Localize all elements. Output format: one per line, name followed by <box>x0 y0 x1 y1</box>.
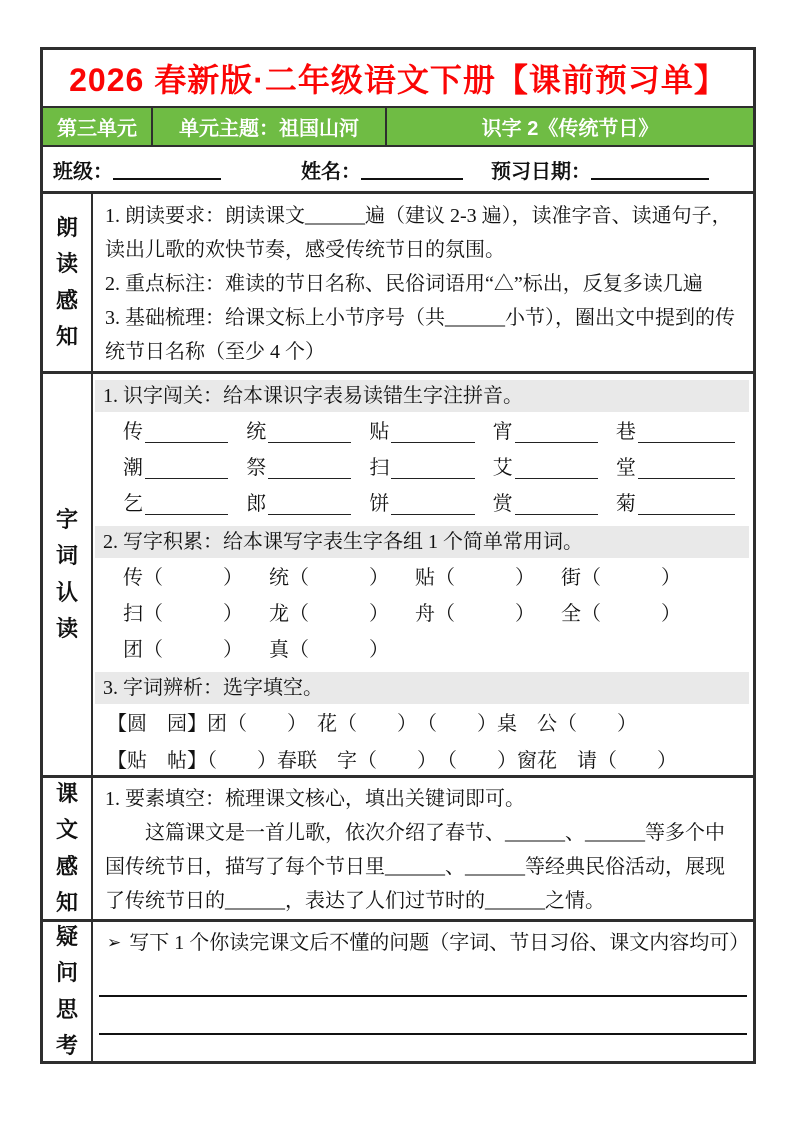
pinyin-row <box>93 486 753 522</box>
pinyin-blank[interactable] <box>391 423 474 443</box>
pinyin-blank[interactable] <box>638 423 735 443</box>
section-content <box>93 778 753 919</box>
pinyin-char: 统 <box>246 421 267 443</box>
pinyin-char: 扫 <box>369 457 390 479</box>
section-content <box>93 922 753 1061</box>
pinyin-char: 艾 <box>492 457 513 479</box>
pinyin-char: 乞 <box>123 493 143 515</box>
info-row <box>43 147 753 191</box>
pinyin-char: 潮 <box>123 457 143 479</box>
question-prompt-row <box>93 922 753 959</box>
pinyin-char: 贴 <box>369 421 390 443</box>
question-prompt: 写下 1 个你读完课文后不懂的问题（字词、节日习俗、课文内容均可） <box>129 932 750 954</box>
section-label: 课文感知 <box>55 780 78 915</box>
word-fill[interactable]: 统（ ） <box>269 567 389 589</box>
page-title: 2026 春新版·二年级语文下册【课前预习单】 <box>69 62 727 98</box>
pinyin-blank[interactable] <box>268 459 351 479</box>
pinyin-char: 传 <box>123 421 143 443</box>
section-content <box>93 194 753 371</box>
unit-bar <box>43 106 753 147</box>
word-fill[interactable]: 街（ ） <box>561 567 681 589</box>
pinyin-blank[interactable] <box>515 495 598 515</box>
pinyin-char: 菊 <box>615 493 636 515</box>
word-fill[interactable]: 龙（ ） <box>269 603 389 625</box>
arrow-bullet-icon: ➢ <box>107 933 122 953</box>
pinyin-char: 饼 <box>369 493 390 515</box>
pinyin-blank[interactable] <box>268 423 351 443</box>
pinyin-blank[interactable] <box>391 495 474 515</box>
pinyin-blank[interactable] <box>145 423 228 443</box>
worksheet-table <box>40 47 756 1064</box>
name-label: 姓名： <box>301 160 361 183</box>
section-text-perception <box>43 775 753 919</box>
pinyin-char: 宵 <box>492 421 513 443</box>
unit-theme: 单元主题：祖国山河 <box>153 108 387 145</box>
pinyin-blank[interactable] <box>515 423 598 443</box>
section-label-cell <box>43 194 93 371</box>
pinyin-row <box>93 414 753 450</box>
answer-line[interactable] <box>99 1009 747 1035</box>
section-label: 字词认读 <box>55 506 78 641</box>
choose-word-line[interactable]: 【贴 帖】（ ）春联 字（ ） （ ）窗花 请（ ） <box>107 750 677 772</box>
reading-item-3: 3. 基础梳理：给课文标上小节序号（共______小节），圈出文中提到的传统节日名称（至少 4 个） <box>105 307 735 363</box>
word-fill[interactable]: 真（ ） <box>269 639 389 661</box>
section-label-cell <box>43 374 93 775</box>
kewen-fill-paragraph[interactable]: 这篇课文是一首儿歌，依次介绍了春节、______、______等多个中国传统节日，描写了每个节日里______、______等经典民俗活动，展现了传统节日的______，表达了人们过节时的______之情。 <box>105 822 725 912</box>
section-label: 疑问思考 <box>55 923 78 1058</box>
lesson-title: 识字 2《传统节日》 <box>481 118 659 140</box>
pinyin-blank[interactable] <box>638 459 735 479</box>
section-reading-perception <box>43 191 753 371</box>
name-blank[interactable] <box>361 159 463 180</box>
section-question-thinking <box>43 919 753 1061</box>
word-building-row <box>93 560 753 596</box>
answer-line[interactable] <box>99 971 747 997</box>
subtask-1-title: 1. 识字闯关：给本课识字表易读错生字注拼音。 <box>95 380 749 412</box>
section-label-cell <box>43 922 93 1061</box>
pinyin-blank[interactable] <box>515 459 598 479</box>
kewen-item-title: 1. 要素填空：梳理课文核心，填出关键词即可。 <box>105 788 525 810</box>
pinyin-blank[interactable] <box>391 459 474 479</box>
pinyin-blank[interactable] <box>268 495 351 515</box>
date-blank[interactable] <box>591 159 709 180</box>
pinyin-char: 赏 <box>492 493 513 515</box>
pinyin-char: 郎 <box>246 493 267 515</box>
subtask-3-title: 3. 字词辨析：选字填空。 <box>95 672 749 704</box>
unit-number: 第三单元 <box>43 108 153 145</box>
reading-item-1: 1. 朗读要求：朗读课文______遍（建议 2-3 遍），读准字音、读通句子，读出儿歌的欢快节奏，感受传统节日的氛围。 <box>105 205 732 261</box>
reading-item-2: 2. 重点标注：难读的节日名称、民俗词语用“△”标出，反复多读几遍 <box>105 273 703 295</box>
word-fill[interactable]: 团（ ） <box>123 639 243 661</box>
class-blank[interactable] <box>113 159 221 180</box>
word-building-row <box>93 632 753 668</box>
pinyin-row <box>93 450 753 486</box>
pinyin-char: 祭 <box>246 457 267 479</box>
word-fill[interactable]: 扫（ ） <box>123 603 243 625</box>
word-fill[interactable]: 全（ ） <box>561 603 681 625</box>
section-words-reading <box>43 371 753 775</box>
section-label-cell <box>43 778 93 919</box>
class-label: 班级： <box>53 160 113 183</box>
word-fill[interactable]: 传（ ） <box>123 567 243 589</box>
word-fill[interactable]: 贴（ ） <box>415 567 535 589</box>
word-building-row <box>93 596 753 632</box>
subtask-2-title: 2. 写字积累：给本课写字表生字各组 1 个简单常用词。 <box>95 526 749 558</box>
date-label: 预习日期： <box>491 160 591 183</box>
pinyin-char: 巷 <box>615 421 636 443</box>
section-label: 朗读感知 <box>55 214 78 349</box>
pinyin-char: 堂 <box>615 457 636 479</box>
word-fill[interactable]: 舟（ ） <box>415 603 535 625</box>
pinyin-blank[interactable] <box>145 459 228 479</box>
section-content <box>93 374 753 775</box>
pinyin-blank[interactable] <box>638 495 735 515</box>
pinyin-blank[interactable] <box>145 495 228 515</box>
choose-word-line[interactable]: 【圆 园】团（ ） 花（ ） （ ）桌 公（ ） <box>107 713 637 735</box>
